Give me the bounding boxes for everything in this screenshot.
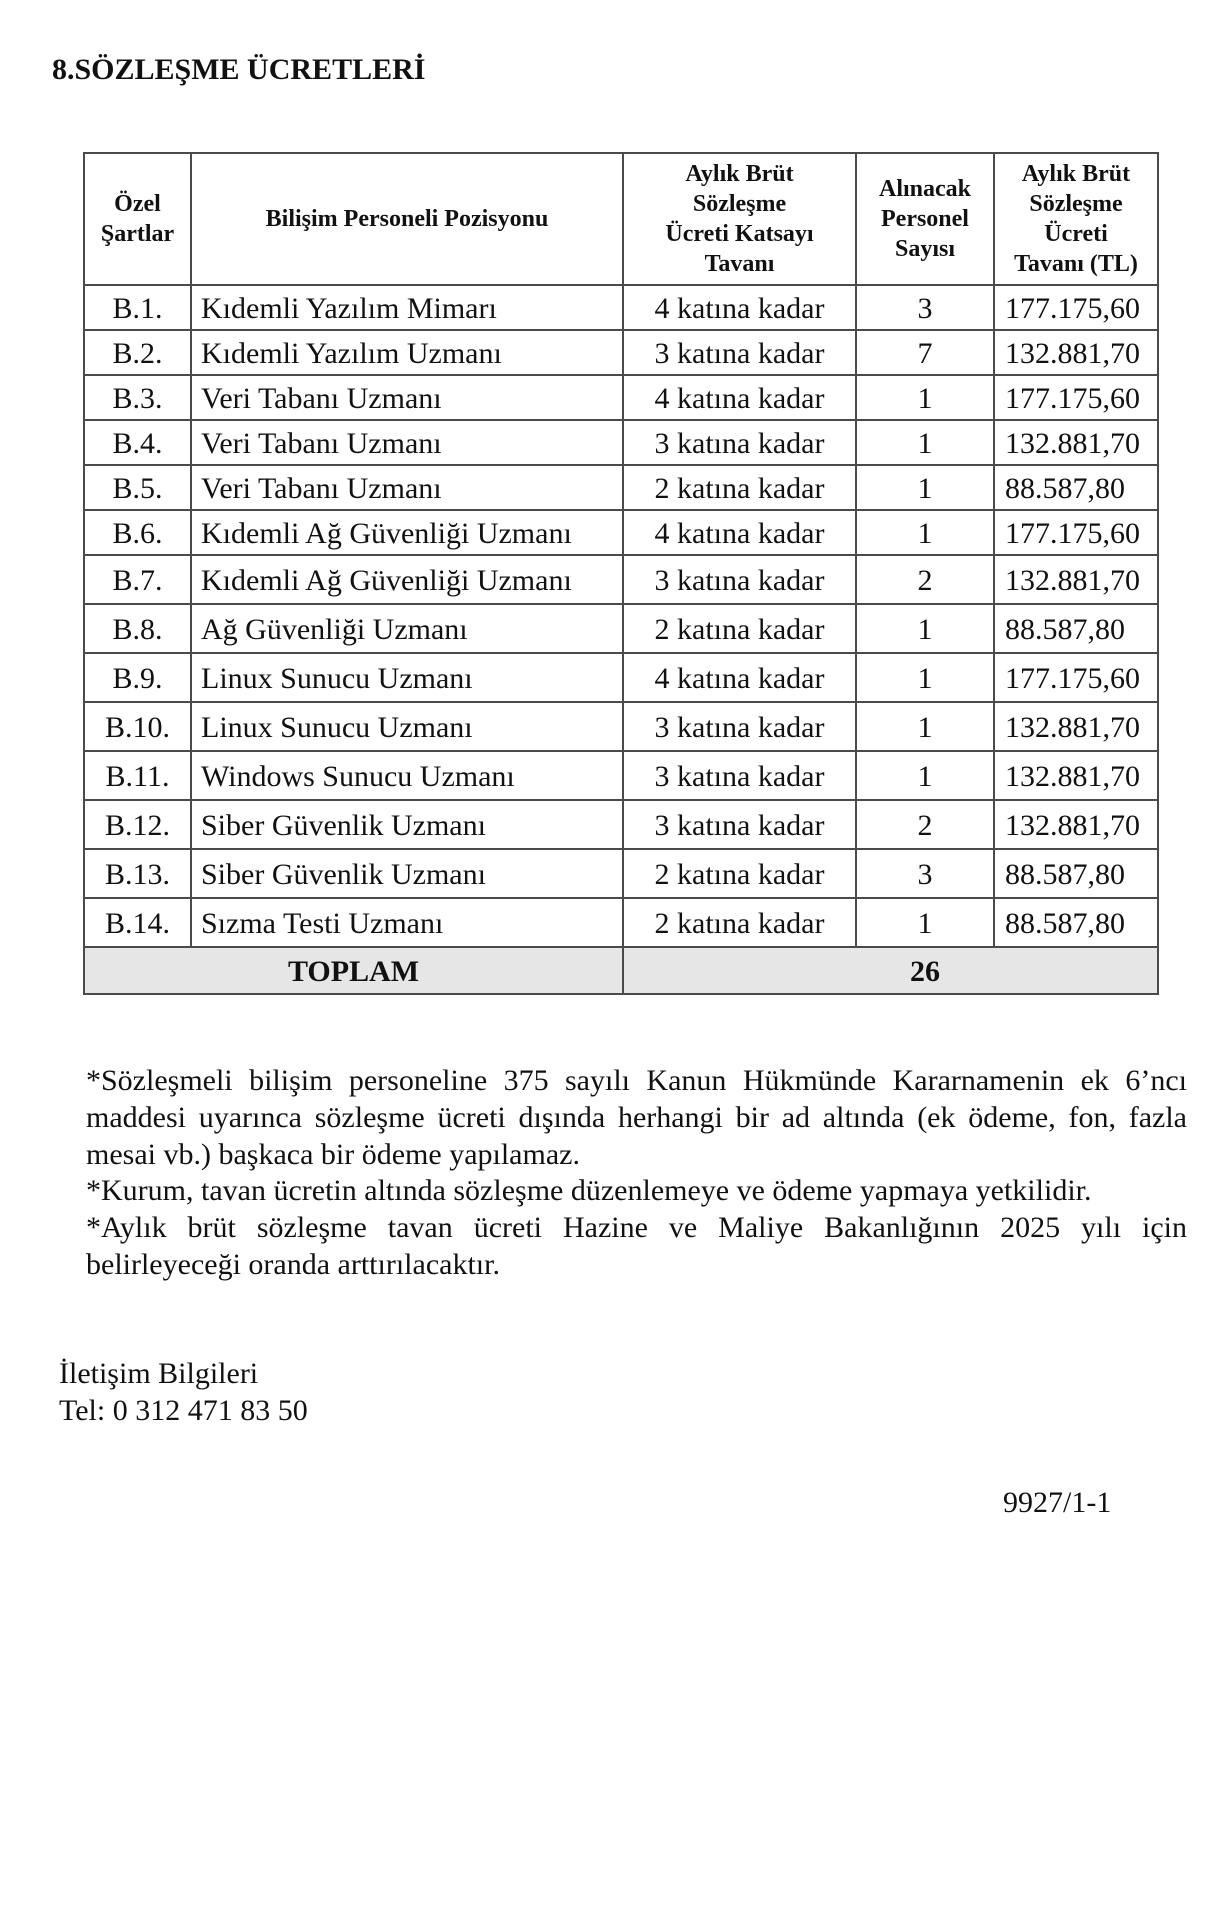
row-code: B.7. (84, 555, 191, 604)
row-position: Siber Güvenlik Uzmanı (191, 800, 623, 849)
row-headcount: 1 (856, 702, 994, 751)
row-headcount: 1 (856, 751, 994, 800)
document-number: 9927/1-1 (1003, 1486, 1112, 1519)
table-header-row (84, 153, 1158, 285)
total-row (84, 947, 1158, 994)
row-salary-cap: 177.175,60 (994, 285, 1158, 330)
row-salary-cap: 132.881,70 (994, 330, 1158, 375)
total-empty-cell (623, 947, 856, 994)
footnote: *Kurum, tavan ücretin altında sözleşme düzenlemeye ve ödeme yapmaya yetkilidir. (86, 1174, 1092, 1208)
row-code: B.1. (84, 285, 191, 330)
row-position: Ağ Güvenliği Uzmanı (191, 604, 623, 653)
row-code: B.6. (84, 510, 191, 555)
contact-heading: İletişim Bilgileri (59, 1357, 259, 1390)
section-title: 8.SÖZLEŞME ÜCRETLERİ (52, 53, 426, 86)
row-code: B.11. (84, 751, 191, 800)
row-code: B.14. (84, 898, 191, 947)
row-salary-cap: 132.881,70 (994, 555, 1158, 604)
row-position: Veri Tabanı Uzmanı (191, 375, 623, 420)
row-code: B.4. (84, 420, 191, 465)
table-row (84, 465, 1158, 510)
row-code: B.3. (84, 375, 191, 420)
row-multiplier: 2 katına kadar (623, 465, 856, 510)
row-code: B.9. (84, 653, 191, 702)
row-position: Kıdemli Ağ Güvenliği Uzmanı (191, 510, 623, 555)
row-position: Linux Sunucu Uzmanı (191, 702, 623, 751)
row-salary-cap: 88.587,80 (994, 604, 1158, 653)
row-code: B.2. (84, 330, 191, 375)
row-headcount: 1 (856, 510, 994, 555)
header-salary-cap: Aylık Brüt Sözleşme Ücreti Tavanı (TL) (994, 153, 1158, 285)
row-salary-cap: 177.175,60 (994, 375, 1158, 420)
row-headcount: 3 (856, 849, 994, 898)
row-headcount: 3 (856, 285, 994, 330)
table-row (84, 751, 1158, 800)
table-row (84, 604, 1158, 653)
row-multiplier: 4 katına kadar (623, 285, 856, 330)
table-row (84, 800, 1158, 849)
row-headcount: 2 (856, 555, 994, 604)
row-code: B.10. (84, 702, 191, 751)
row-salary-cap: 177.175,60 (994, 510, 1158, 555)
row-position: Kıdemli Ağ Güvenliği Uzmanı (191, 555, 623, 604)
row-multiplier: 3 katına kadar (623, 330, 856, 375)
salary-table (83, 152, 1159, 995)
row-multiplier: 2 katına kadar (623, 604, 856, 653)
table-row (84, 898, 1158, 947)
row-code: B.5. (84, 465, 191, 510)
row-multiplier: 4 katına kadar (623, 653, 856, 702)
row-salary-cap: 177.175,60 (994, 653, 1158, 702)
table-row (84, 420, 1158, 465)
row-multiplier: 3 katına kadar (623, 555, 856, 604)
row-multiplier: 2 katına kadar (623, 898, 856, 947)
footnote: *Aylık brüt sözleşme tavan ücreti Hazine ve Maliye Bakanlığının 2025 yılı için belirleyeceği oranda arttırılacaktır. (86, 1211, 1187, 1281)
row-salary-cap: 88.587,80 (994, 465, 1158, 510)
total-empty-cell (994, 947, 1158, 994)
row-headcount: 1 (856, 653, 994, 702)
total-label: TOPLAM (84, 947, 623, 994)
row-headcount: 1 (856, 375, 994, 420)
row-position: Kıdemli Yazılım Mimarı (191, 285, 623, 330)
footnotes (86, 1063, 1187, 1284)
table-row (84, 330, 1158, 375)
row-position: Kıdemli Yazılım Uzmanı (191, 330, 623, 375)
table-row (84, 285, 1158, 330)
header-special-conditions: Özel Şartlar (84, 153, 191, 285)
row-salary-cap: 132.881,70 (994, 420, 1158, 465)
row-position: Linux Sunucu Uzmanı (191, 653, 623, 702)
total-headcount: 26 (856, 947, 994, 994)
row-multiplier: 3 katına kadar (623, 800, 856, 849)
contact-phone: Tel: 0 312 471 83 50 (59, 1394, 308, 1427)
row-code: B.13. (84, 849, 191, 898)
row-salary-cap: 132.881,70 (994, 702, 1158, 751)
row-salary-cap: 88.587,80 (994, 849, 1158, 898)
row-salary-cap: 132.881,70 (994, 800, 1158, 849)
contact-info (59, 1355, 308, 1429)
row-multiplier: 3 katına kadar (623, 751, 856, 800)
row-salary-cap: 132.881,70 (994, 751, 1158, 800)
row-code: B.8. (84, 604, 191, 653)
row-headcount: 1 (856, 898, 994, 947)
row-multiplier: 4 katına kadar (623, 510, 856, 555)
table-row (84, 849, 1158, 898)
row-salary-cap: 88.587,80 (994, 898, 1158, 947)
row-headcount: 1 (856, 465, 994, 510)
row-multiplier: 4 katına kadar (623, 375, 856, 420)
row-position: Siber Güvenlik Uzmanı (191, 849, 623, 898)
row-position: Sızma Testi Uzmanı (191, 898, 623, 947)
header-position: Bilişim Personeli Pozisyonu (191, 153, 623, 285)
row-headcount: 1 (856, 420, 994, 465)
table-row (84, 510, 1158, 555)
table-row (84, 702, 1158, 751)
row-headcount: 7 (856, 330, 994, 375)
footnote: *Sözleşmeli bilişim personeline 375 sayılı Kanun Hükmünde Kararnamenin ek 6’ncı maddesi uyarınca sözleşme ücreti dışında herhangi bir ad altında (ek ödeme, fon, fazla mesai vb.) başkaca bir ödeme yapılamaz. (86, 1064, 1187, 1171)
row-position: Veri Tabanı Uzmanı (191, 465, 623, 510)
row-headcount: 2 (856, 800, 994, 849)
row-position: Windows Sunucu Uzmanı (191, 751, 623, 800)
header-salary-multiplier: Aylık Brüt Sözleşme Ücreti Katsayı Tavanı (623, 153, 856, 285)
row-multiplier: 3 katına kadar (623, 702, 856, 751)
row-position: Veri Tabanı Uzmanı (191, 420, 623, 465)
row-code: B.12. (84, 800, 191, 849)
table-row (84, 555, 1158, 604)
table-row (84, 653, 1158, 702)
table-row (84, 375, 1158, 420)
row-headcount: 1 (856, 604, 994, 653)
header-headcount: Alınacak Personel Sayısı (856, 153, 994, 285)
row-multiplier: 2 katına kadar (623, 849, 856, 898)
row-multiplier: 3 katına kadar (623, 420, 856, 465)
